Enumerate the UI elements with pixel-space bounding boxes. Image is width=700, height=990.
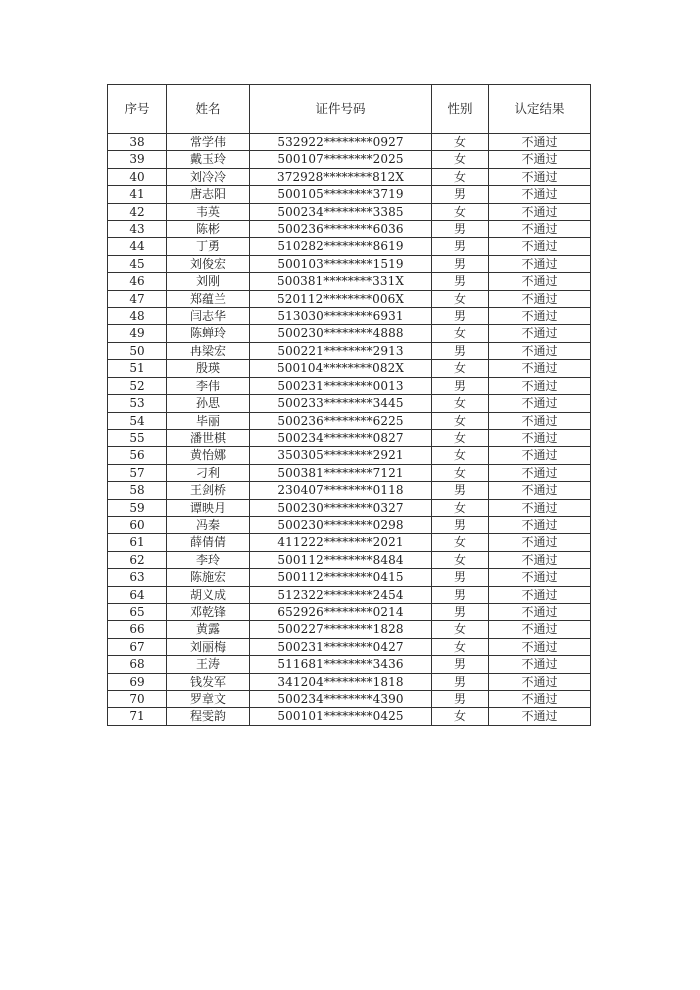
cell-seq: 61 [108, 534, 167, 551]
cell-result: 不通过 [489, 429, 591, 446]
cell-name: 李伟 [167, 377, 250, 394]
cell-gender: 男 [432, 569, 489, 586]
cell-gender: 男 [432, 255, 489, 272]
table-row [108, 203, 591, 220]
table-row [108, 168, 591, 185]
cell-seq: 62 [108, 551, 167, 568]
table-row [108, 395, 591, 412]
table-row [108, 551, 591, 568]
cell-id: 510282********8619 [250, 238, 432, 255]
cell-result: 不通过 [489, 586, 591, 603]
cell-seq: 58 [108, 482, 167, 499]
cell-name: 胡义成 [167, 586, 250, 603]
cell-id: 411222********2021 [250, 534, 432, 551]
cell-seq: 51 [108, 360, 167, 377]
cell-gender: 女 [432, 464, 489, 481]
cell-id: 341204********1818 [250, 673, 432, 690]
table-row [108, 586, 591, 603]
cell-id: 652926********0214 [250, 603, 432, 620]
header-seq: 序号 [108, 85, 167, 134]
table-row [108, 360, 591, 377]
cell-id: 500104********082X [250, 360, 432, 377]
cell-result: 不通过 [489, 708, 591, 725]
cell-result: 不通过 [489, 221, 591, 238]
cell-id: 350305********2921 [250, 447, 432, 464]
cell-seq: 67 [108, 638, 167, 655]
cell-gender: 女 [432, 325, 489, 342]
table-body [108, 134, 591, 726]
cell-id: 500236********6225 [250, 412, 432, 429]
cell-seq: 49 [108, 325, 167, 342]
table-row [108, 412, 591, 429]
cell-gender: 男 [432, 186, 489, 203]
cell-result: 不通过 [489, 377, 591, 394]
cell-result: 不通过 [489, 395, 591, 412]
cell-id: 500230********0298 [250, 516, 432, 533]
table-row [108, 569, 591, 586]
cell-seq: 44 [108, 238, 167, 255]
cell-name: 冉梁宏 [167, 342, 250, 359]
cell-gender: 男 [432, 656, 489, 673]
cell-name: 谭映月 [167, 499, 250, 516]
cell-id: 532922********0927 [250, 134, 432, 151]
cell-seq: 68 [108, 656, 167, 673]
cell-name: 刘冷冷 [167, 168, 250, 185]
cell-seq: 59 [108, 499, 167, 516]
cell-id: 513030********6931 [250, 308, 432, 325]
cell-name: 薛倩倩 [167, 534, 250, 551]
cell-result: 不通过 [489, 691, 591, 708]
cell-id: 500101********0425 [250, 708, 432, 725]
cell-seq: 53 [108, 395, 167, 412]
cell-gender: 男 [432, 482, 489, 499]
table-row [108, 134, 591, 151]
table-row [108, 273, 591, 290]
cell-seq: 71 [108, 708, 167, 725]
cell-gender: 女 [432, 360, 489, 377]
cell-seq: 56 [108, 447, 167, 464]
cell-name: 韦英 [167, 203, 250, 220]
cell-id: 230407********0118 [250, 482, 432, 499]
cell-seq: 55 [108, 429, 167, 446]
cell-result: 不通过 [489, 308, 591, 325]
cell-id: 500103********1519 [250, 255, 432, 272]
cell-result: 不通过 [489, 238, 591, 255]
cell-seq: 54 [108, 412, 167, 429]
cell-gender: 女 [432, 134, 489, 151]
cell-name: 黄怡娜 [167, 447, 250, 464]
cell-result: 不通过 [489, 673, 591, 690]
cell-gender: 女 [432, 168, 489, 185]
cell-id: 500231********0013 [250, 377, 432, 394]
cell-gender: 男 [432, 273, 489, 290]
cell-id: 500112********8484 [250, 551, 432, 568]
cell-seq: 66 [108, 621, 167, 638]
cell-seq: 40 [108, 168, 167, 185]
cell-seq: 43 [108, 221, 167, 238]
table-row [108, 447, 591, 464]
cell-name: 陈蝉玲 [167, 325, 250, 342]
table-row [108, 499, 591, 516]
cell-seq: 38 [108, 134, 167, 151]
cell-result: 不通过 [489, 290, 591, 307]
cell-result: 不通过 [489, 569, 591, 586]
cell-result: 不通过 [489, 551, 591, 568]
cell-name: 陈彬 [167, 221, 250, 238]
cell-seq: 65 [108, 603, 167, 620]
cell-result: 不通过 [489, 656, 591, 673]
cell-seq: 70 [108, 691, 167, 708]
cell-result: 不通过 [489, 168, 591, 185]
cell-id: 500112********0415 [250, 569, 432, 586]
cell-name: 刘俊宏 [167, 255, 250, 272]
cell-gender: 男 [432, 308, 489, 325]
cell-result: 不通过 [489, 638, 591, 655]
cell-id: 372928********812X [250, 168, 432, 185]
cell-name: 程雯韵 [167, 708, 250, 725]
cell-result: 不通过 [489, 621, 591, 638]
cell-name: 丁勇 [167, 238, 250, 255]
cell-result: 不通过 [489, 516, 591, 533]
table-row [108, 708, 591, 725]
cell-gender: 女 [432, 447, 489, 464]
header-result: 认定结果 [489, 85, 591, 134]
cell-result: 不通过 [489, 534, 591, 551]
cell-name: 钱发军 [167, 673, 250, 690]
cell-id: 500381********331X [250, 273, 432, 290]
cell-seq: 69 [108, 673, 167, 690]
table-row [108, 377, 591, 394]
table-row [108, 186, 591, 203]
cell-seq: 47 [108, 290, 167, 307]
cell-result: 不通过 [489, 203, 591, 220]
cell-gender: 女 [432, 203, 489, 220]
cell-id: 500233********3445 [250, 395, 432, 412]
cell-gender: 女 [432, 621, 489, 638]
table-row [108, 221, 591, 238]
cell-gender: 男 [432, 603, 489, 620]
cell-result: 不通过 [489, 151, 591, 168]
cell-seq: 42 [108, 203, 167, 220]
table-row [108, 238, 591, 255]
table-row [108, 255, 591, 272]
cell-result: 不通过 [489, 412, 591, 429]
table-row [108, 603, 591, 620]
table-row [108, 308, 591, 325]
table-row [108, 516, 591, 533]
cell-id: 520112********006X [250, 290, 432, 307]
header-gender: 性别 [432, 85, 489, 134]
cell-seq: 39 [108, 151, 167, 168]
cell-name: 黄露 [167, 621, 250, 638]
cell-result: 不通过 [489, 342, 591, 359]
cell-gender: 女 [432, 412, 489, 429]
cell-id: 500231********0427 [250, 638, 432, 655]
cell-id: 500381********7121 [250, 464, 432, 481]
table-row [108, 290, 591, 307]
cell-id: 500105********3719 [250, 186, 432, 203]
cell-name: 唐志阳 [167, 186, 250, 203]
cell-name: 殷瑛 [167, 360, 250, 377]
table-row [108, 656, 591, 673]
table-row [108, 151, 591, 168]
cell-result: 不通过 [489, 325, 591, 342]
cell-gender: 女 [432, 638, 489, 655]
cell-id: 500227********1828 [250, 621, 432, 638]
cell-gender: 女 [432, 534, 489, 551]
cell-name: 刘丽梅 [167, 638, 250, 655]
cell-id: 500230********4888 [250, 325, 432, 342]
cell-result: 不通过 [489, 482, 591, 499]
table-row [108, 691, 591, 708]
cell-gender: 女 [432, 499, 489, 516]
cell-gender: 男 [432, 691, 489, 708]
cell-name: 罗章文 [167, 691, 250, 708]
cell-id: 511681********3436 [250, 656, 432, 673]
cell-gender: 男 [432, 516, 489, 533]
cell-id: 500221********2913 [250, 342, 432, 359]
result-table [107, 84, 591, 726]
cell-name: 李玲 [167, 551, 250, 568]
cell-result: 不通过 [489, 499, 591, 516]
cell-seq: 45 [108, 255, 167, 272]
cell-id: 500236********6036 [250, 221, 432, 238]
table-row [108, 482, 591, 499]
cell-result: 不通过 [489, 134, 591, 151]
cell-id: 500234********0827 [250, 429, 432, 446]
cell-name: 毕丽 [167, 412, 250, 429]
cell-gender: 女 [432, 151, 489, 168]
table-row [108, 325, 591, 342]
cell-id: 500234********3385 [250, 203, 432, 220]
cell-name: 刁利 [167, 464, 250, 481]
cell-seq: 57 [108, 464, 167, 481]
cell-gender: 男 [432, 377, 489, 394]
cell-gender: 女 [432, 429, 489, 446]
cell-name: 闫志华 [167, 308, 250, 325]
cell-name: 王涛 [167, 656, 250, 673]
cell-gender: 女 [432, 551, 489, 568]
cell-name: 王剑桥 [167, 482, 250, 499]
header-id: 证件号码 [250, 85, 432, 134]
cell-name: 孙思 [167, 395, 250, 412]
cell-seq: 46 [108, 273, 167, 290]
cell-gender: 男 [432, 586, 489, 603]
table-row [108, 429, 591, 446]
cell-seq: 63 [108, 569, 167, 586]
table-row [108, 464, 591, 481]
cell-seq: 48 [108, 308, 167, 325]
cell-name: 郑蕴兰 [167, 290, 250, 307]
cell-result: 不通过 [489, 255, 591, 272]
cell-name: 常学伟 [167, 134, 250, 151]
cell-seq: 64 [108, 586, 167, 603]
table-row [108, 638, 591, 655]
header-row [108, 85, 591, 134]
cell-gender: 男 [432, 342, 489, 359]
cell-gender: 男 [432, 221, 489, 238]
cell-result: 不通过 [489, 273, 591, 290]
table-row [108, 621, 591, 638]
cell-name: 戴玉玲 [167, 151, 250, 168]
cell-seq: 60 [108, 516, 167, 533]
cell-id: 512322********2454 [250, 586, 432, 603]
cell-name: 冯秦 [167, 516, 250, 533]
cell-id: 500234********4390 [250, 691, 432, 708]
cell-seq: 52 [108, 377, 167, 394]
cell-seq: 50 [108, 342, 167, 359]
header-name: 姓名 [167, 85, 250, 134]
cell-result: 不通过 [489, 447, 591, 464]
cell-gender: 女 [432, 290, 489, 307]
cell-gender: 男 [432, 673, 489, 690]
cell-name: 刘刚 [167, 273, 250, 290]
cell-result: 不通过 [489, 603, 591, 620]
cell-id: 500230********0327 [250, 499, 432, 516]
table-row [108, 342, 591, 359]
cell-name: 潘世棋 [167, 429, 250, 446]
table-row [108, 534, 591, 551]
cell-gender: 女 [432, 708, 489, 725]
cell-result: 不通过 [489, 186, 591, 203]
cell-id: 500107********2025 [250, 151, 432, 168]
table-header [108, 85, 591, 134]
cell-gender: 女 [432, 395, 489, 412]
cell-result: 不通过 [489, 360, 591, 377]
table-row [108, 673, 591, 690]
cell-result: 不通过 [489, 464, 591, 481]
cell-seq: 41 [108, 186, 167, 203]
cell-name: 陈施宏 [167, 569, 250, 586]
cell-gender: 男 [432, 238, 489, 255]
cell-name: 邓乾锋 [167, 603, 250, 620]
